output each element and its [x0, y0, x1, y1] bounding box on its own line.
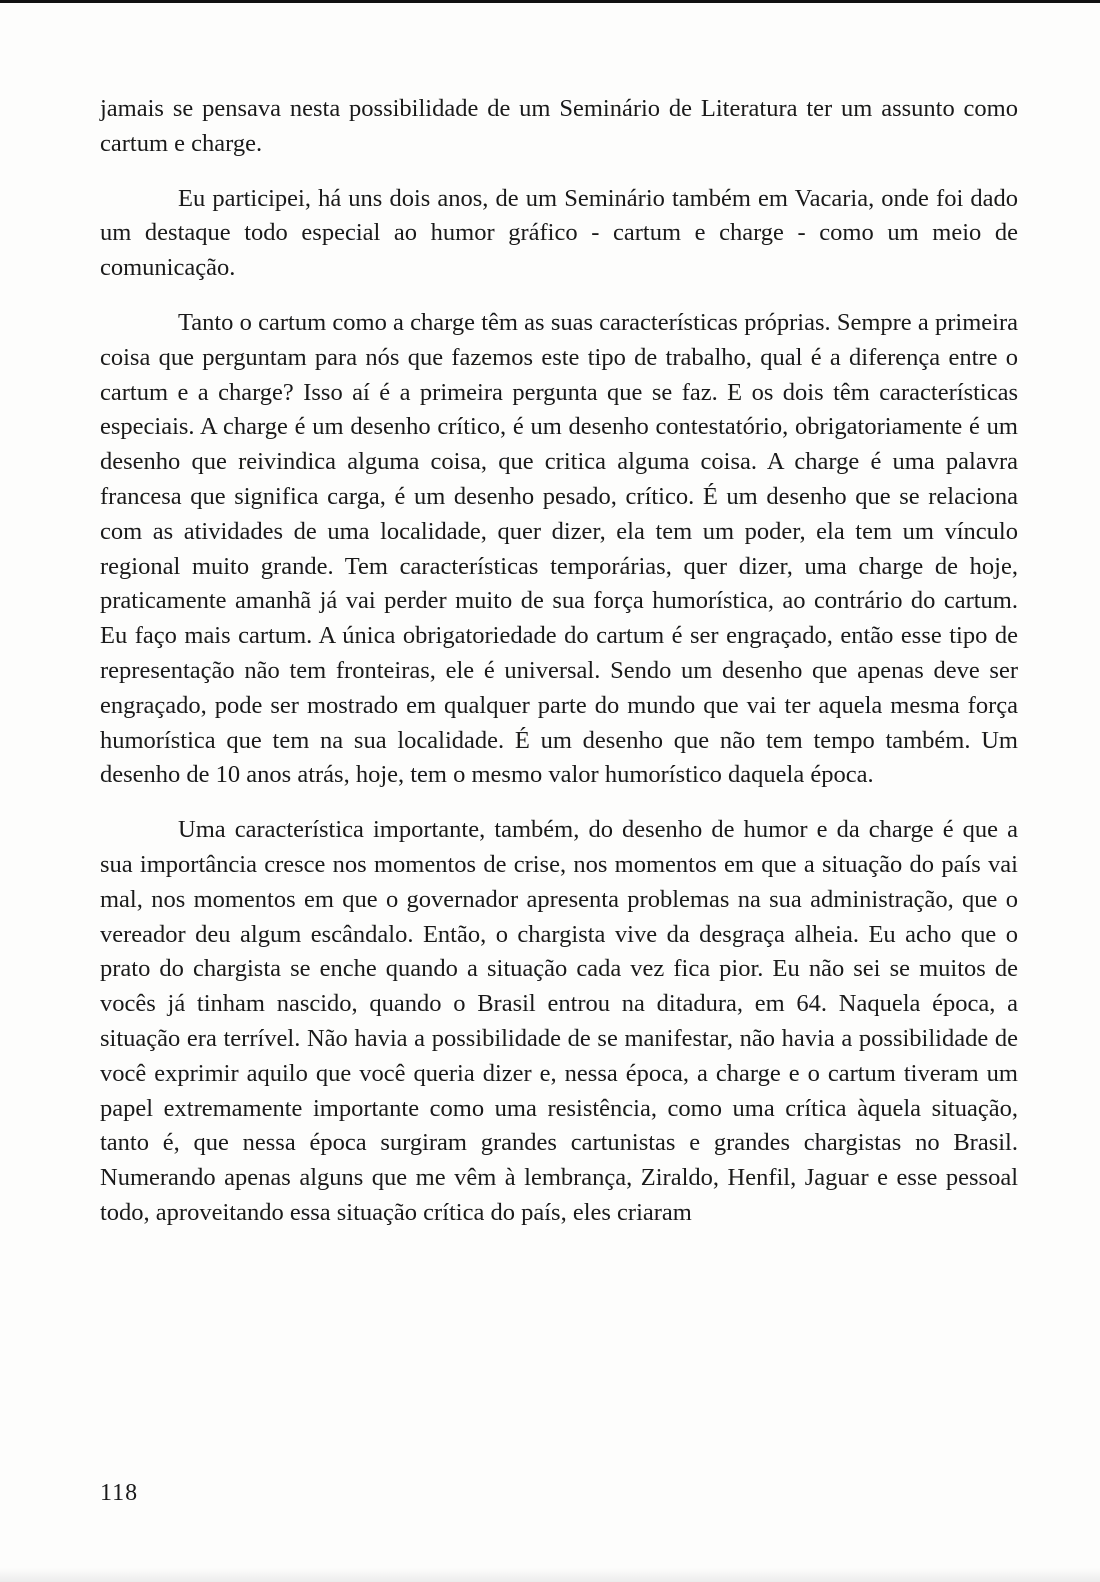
body-text	[100, 92, 1018, 1231]
bottom-edge-shadow	[0, 1568, 1100, 1582]
paragraph-2: Eu participei, há uns dois anos, de um Seminário também em Vacaria, onde foi dado um destaque todo especial ao humor gráfico - cartum e charge - como um meio de comunicação.	[100, 184, 1018, 282]
top-edge-line	[0, 0, 1100, 3]
paragraph-1: jamais se pensava nesta possibilidade de um Seminário de Literatura ter um assunto como cartum e charge.	[100, 95, 1018, 157]
page-number: 118	[100, 1480, 139, 1506]
paragraph-4: Uma característica importante, também, do desenho de humor e da charge é que a sua importância cresce nos momentos de crise, nos momentos em que a situação do país vai mal, nos momentos em que o governador apresenta problemas na sua administração, que o vereador deu algum escândalo. Então, o chargista vive da desgraça alheia. Eu acho que o prato do chargista se enche quando a situação cada vez fica pior. Eu não sei se muitos de vocês já tinham nascido, quando o Brasil entrou na ditadura, em 64. Naquela época, a situação era terrível. Não havia a possibilidade de se manifestar, não havia a possibilidade de você exprimir aquilo que você queria dizer e, nessa época, a charge e o cartum tiveram um papel extremamente importante como uma resistência, como uma crítica àquela situação, tanto é, que nessa época surgiram grandes cartunistas e grandes chargistas no Brasil. Numerando apenas alguns que me vêm à lembrança, Ziraldo, Henfil, Jaguar e esse pessoal todo, aproveitando essa situação crítica do país, eles criaram	[100, 816, 1018, 1226]
paragraph-3: Tanto o cartum como a charge têm as suas características próprias. Sempre a primeira coisa que perguntam para nós que fazemos este tipo de trabalho, qual é a diferença entre o cartum e a charge? Isso aí é a primeira pergunta que se faz. E os dois têm características especiais. A charge é um desenho crítico, é um desenho contestatório, obrigatoriamente é um desenho que reivindica alguma coisa, que critica alguma coisa. A charge é uma palavra francesa que significa carga, é um desenho pesado, crítico. É um desenho que se relaciona com as atividades de uma localidade, quer dizer, ela tem um poder, ela tem um vínculo regional muito grande. Tem características temporárias, quer dizer, uma charge de hoje, praticamente amanhã já vai perder muito de sua força humorística, ao contrário do cartum. Eu faço mais cartum. A única obrigatoriedade do cartum é ser engraçado, então esse tipo de representação não tem fronteiras, ele é universal. Sendo um desenho que apenas deve ser engraçado, pode ser mostrado em qualquer parte do mundo que vai ter aquela mesma força humorística que tem na sua localidade. É um desenho que não tem tempo também. Um desenho de 10 anos atrás, hoje, tem o mesmo valor humorístico daquela época.	[100, 308, 1018, 789]
